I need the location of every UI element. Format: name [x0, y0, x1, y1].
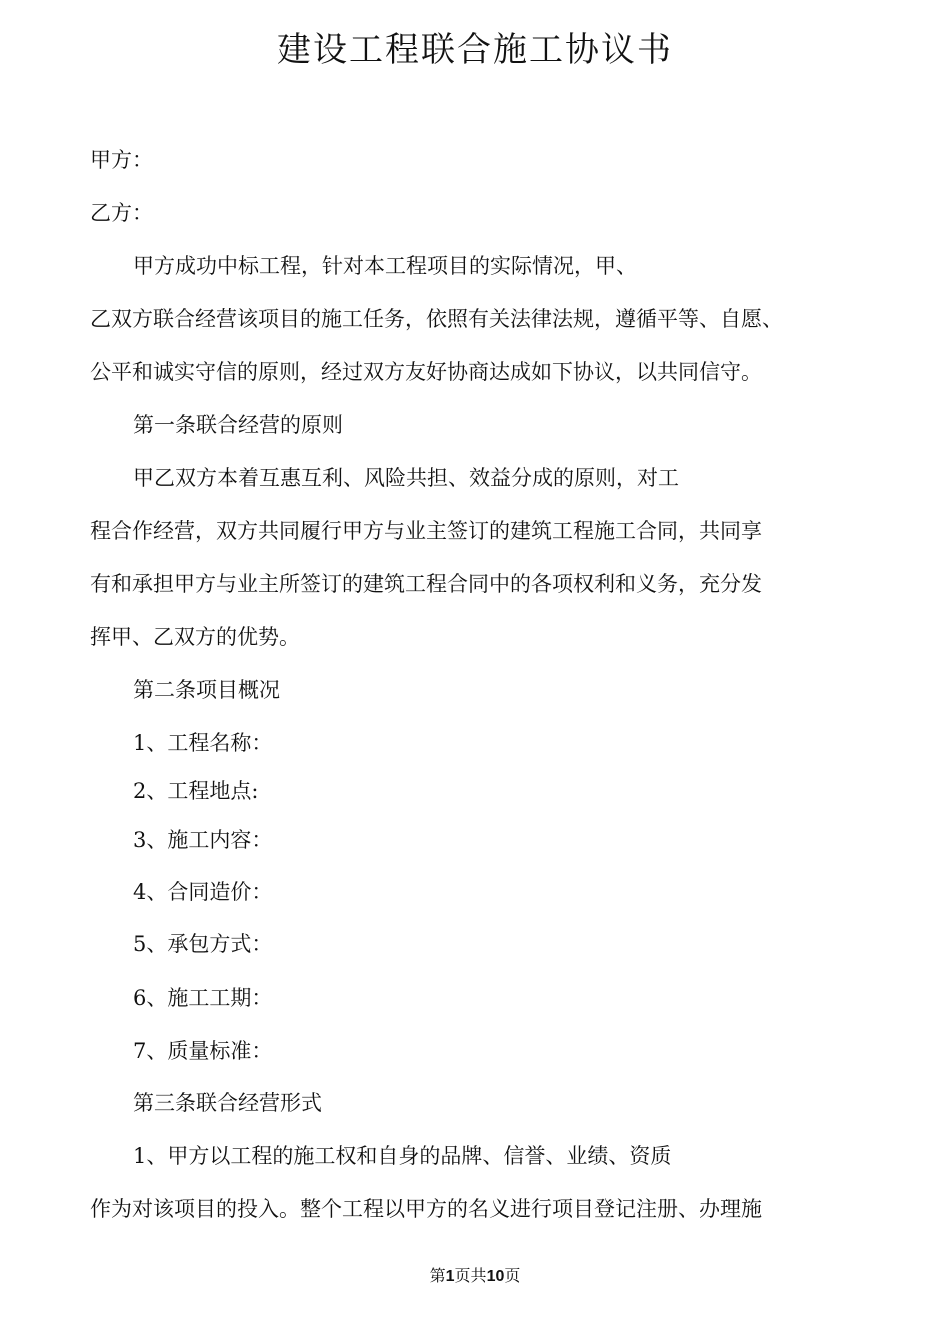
- article-heading: 第一条联合经营的原则: [133, 413, 343, 437]
- list-item: 4、合同造价：: [133, 880, 273, 904]
- paragraph-line: 有和承担甲方与业主所签订的建筑工程合同中的各项权利和义务，充分发: [90, 572, 762, 596]
- paragraph-line: 挥甲、乙双方的优势。: [90, 625, 300, 649]
- page-footer: [0, 1266, 950, 1287]
- party-b-line: 乙方：: [90, 201, 153, 225]
- list-item: 6、施工工期：: [133, 986, 273, 1010]
- list-item: 7、质量标准：: [133, 1039, 273, 1063]
- list-item: 5、承包方式：: [133, 932, 273, 956]
- footer-total-pages: 10: [486, 1268, 505, 1285]
- document-title: 建设工程联合施工协议书: [277, 30, 673, 70]
- party-a-line: 甲方：: [90, 148, 153, 172]
- paragraph-line: 甲方成功中标工程，针对本工程项目的实际情况，甲、: [133, 254, 637, 278]
- footer-middle: 页共: [454, 1266, 487, 1285]
- list-item: 2、工程地点:: [133, 779, 259, 803]
- paragraph-line: 乙双方联合经营该项目的施工任务，依照有关法律法规，遵循平等、自愿、: [90, 307, 783, 331]
- paragraph-line: 1、甲方以工程的施工权和自身的品牌、信誉、业绩、资质: [133, 1144, 672, 1168]
- article-heading: 第二条项目概况: [133, 678, 280, 702]
- list-item: 1、工程名称：: [133, 731, 273, 755]
- paragraph-line: 公平和诚实守信的原则，经过双方友好协商达成如下协议，以共同信守。: [90, 360, 762, 384]
- article-heading: 第三条联合经营形式: [133, 1091, 322, 1115]
- list-item: 3、施工内容：: [133, 828, 273, 852]
- paragraph-line: 作为对该项目的投入。整个工程以甲方的名义进行项目登记注册、办理施: [90, 1197, 762, 1221]
- footer-prefix: 第: [429, 1266, 446, 1285]
- paragraph-line: 甲乙双方本着互惠互利、风险共担、效益分成的原则，对工: [133, 466, 679, 490]
- paragraph-line: 程合作经营，双方共同履行甲方与业主签订的建筑工程施工合同，共同享: [90, 519, 762, 543]
- footer-page-number: 1: [445, 1268, 455, 1285]
- footer-suffix: 页: [504, 1266, 521, 1285]
